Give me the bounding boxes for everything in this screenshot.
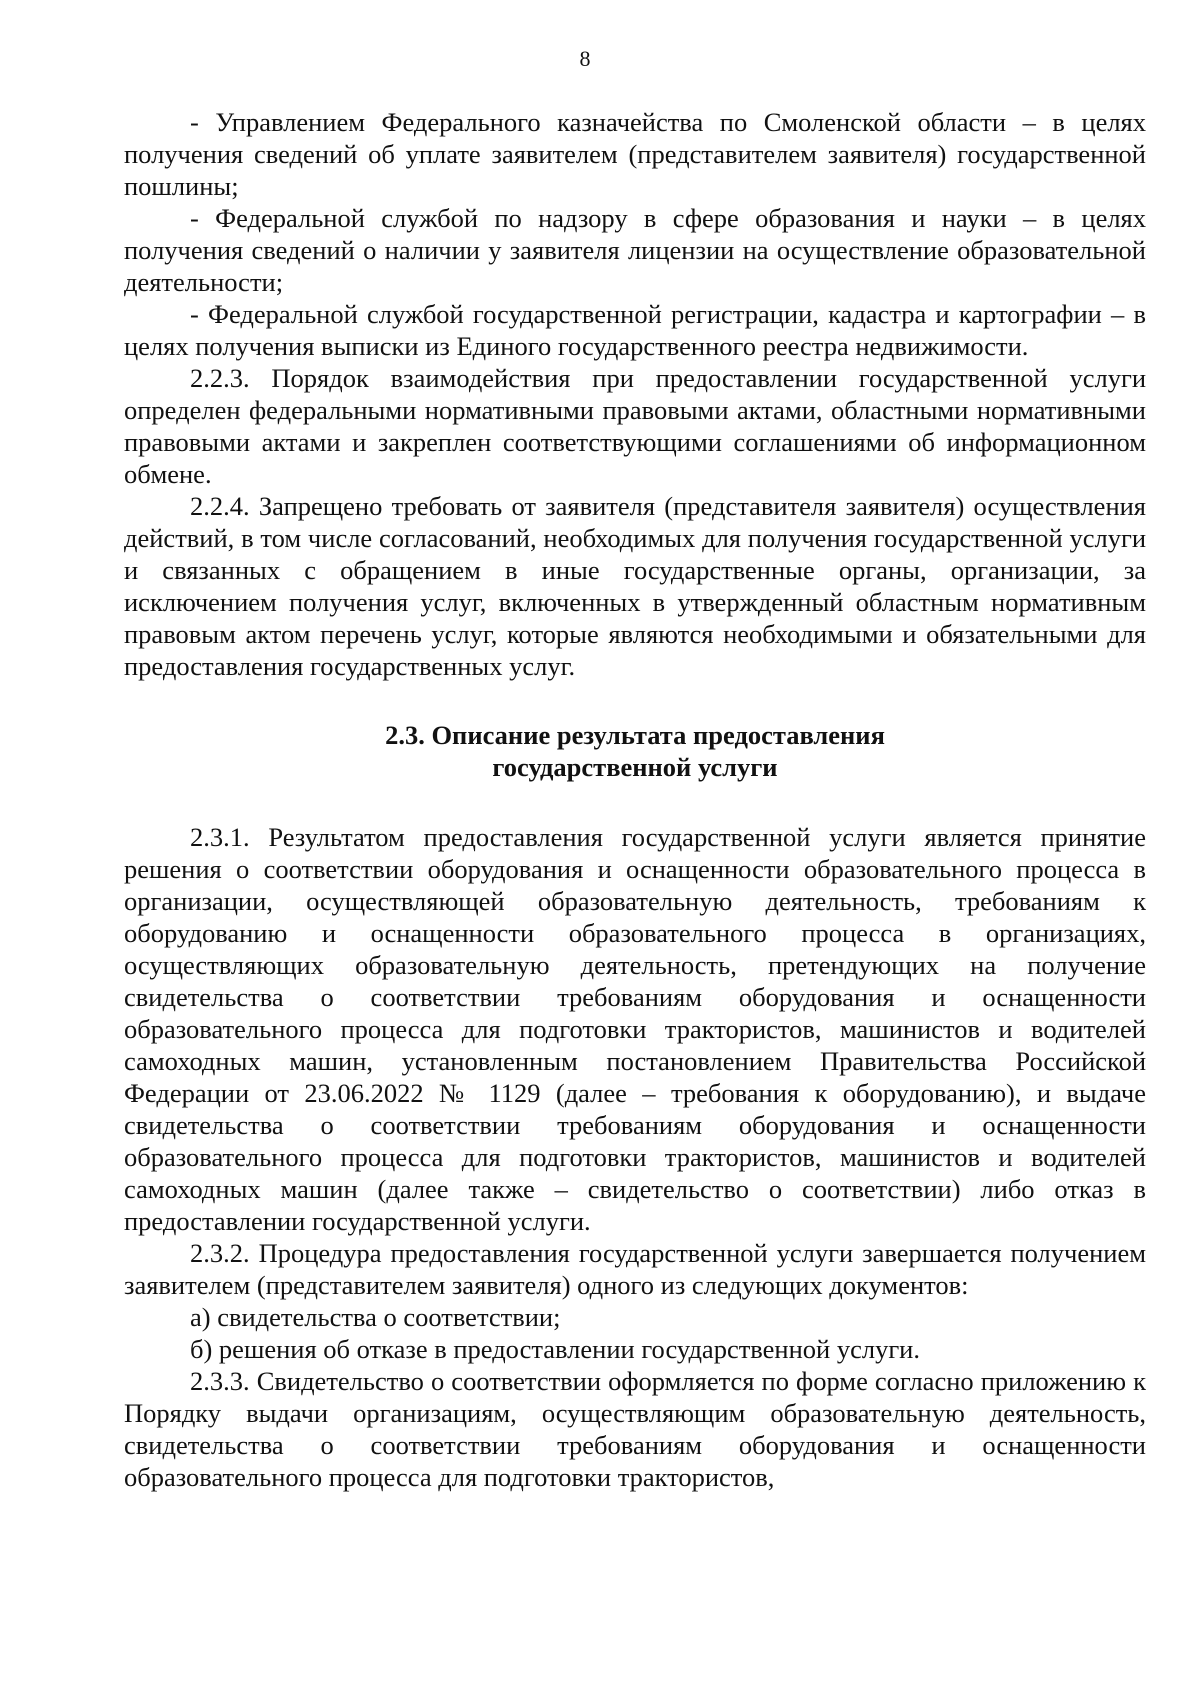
paragraph-2-2-3: 2.2.3. Порядок взаимодействия при предоставлении государственной услуги определен федеральными нормативными правовыми актами, областными нормативными правовыми актами и закреплен соответствующими соглашениями об информационном обмене. xyxy=(124,363,1146,489)
document-body xyxy=(124,106,1146,1493)
list-item-certificate: а) свидетельства о соответствии; xyxy=(190,1302,561,1332)
list-item-refusal: б) решения об отказе в предоставлении государственной услуги. xyxy=(190,1334,920,1364)
paragraph-2-3-1: 2.3.1. Результатом предоставления государственной услуги является принятие решения о соответствии оборудования и оснащенности образовательного процесса в организации, осуществляющей образовательную деятельность, требованиям к оборудованию и оснащенности образовательного процесса в организациях, осуществляющих образовательную деятельность, претендующих на получение свидетельства о соответствии требованиям оборудования и оснащенности образовательного процесса для подготовки трактористов, машинистов и водителей самоходных машин, установленным постановлением Правительства Российской Федерации от 23.06.2022 № 1129 (далее – требования к оборудованию), и выдаче свидетельства о соответствии требованиям оборудования и оснащенности образовательного процесса для подготовки трактористов, машинистов и водителей самоходных машин (далее также – свидетельство о соответствии) либо отказ в предоставлении государственной услуги. xyxy=(124,822,1146,1236)
paragraph-2-3-2: 2.3.2. Процедура предоставления государственной услуги завершается получением заявителем (представителем заявителя) одного из следующих документов: xyxy=(124,1238,1146,1300)
paragraph-education-supervision: - Федеральной службой по надзору в сфере образования и науки – в целях получения сведений о наличии у заявителя лицензии на осуществление образовательной деятельности; xyxy=(124,203,1146,297)
paragraph-registration-service: - Федеральной службой государственной регистрации, кадастра и картографии – в целях получения выписки из Единого государственного реестра недвижимости. xyxy=(124,299,1146,361)
section-heading-2-3 xyxy=(124,719,1146,783)
page-number: 8 xyxy=(579,46,591,71)
paragraph-2-3-3: 2.3.3. Свидетельство о соответствии оформляется по форме согласно приложению к Порядку выдачи организациям, осуществляющим образовательную деятельность, свидетельства о соответствии требованиям оборудования и оснащенности образовательного процесса для подготовки трактористов, xyxy=(124,1366,1146,1492)
paragraph-2-2-4: 2.2.4. Запрещено требовать от заявителя (представителя заявителя) осуществления действий, в том числе согласований, необходимых для получения государственной услуги и связанных с обращением в иные государственные органы, организации, за исключением получения услуг, включенных в утвержденный областным нормативным правовым актом перечень услуг, которые являются необходимыми и обязательными для предоставления государственных услуг. xyxy=(124,491,1146,681)
paragraph-treasury: - Управлением Федерального казначейства по Смоленской области – в целях получения сведений об уплате заявителем (представителем заявителя) государственной пошлины; xyxy=(124,107,1146,201)
section-heading-line-2: государственной услуги xyxy=(492,752,778,782)
section-heading-line-1: 2.3. Описание результата предоставления xyxy=(385,720,885,750)
